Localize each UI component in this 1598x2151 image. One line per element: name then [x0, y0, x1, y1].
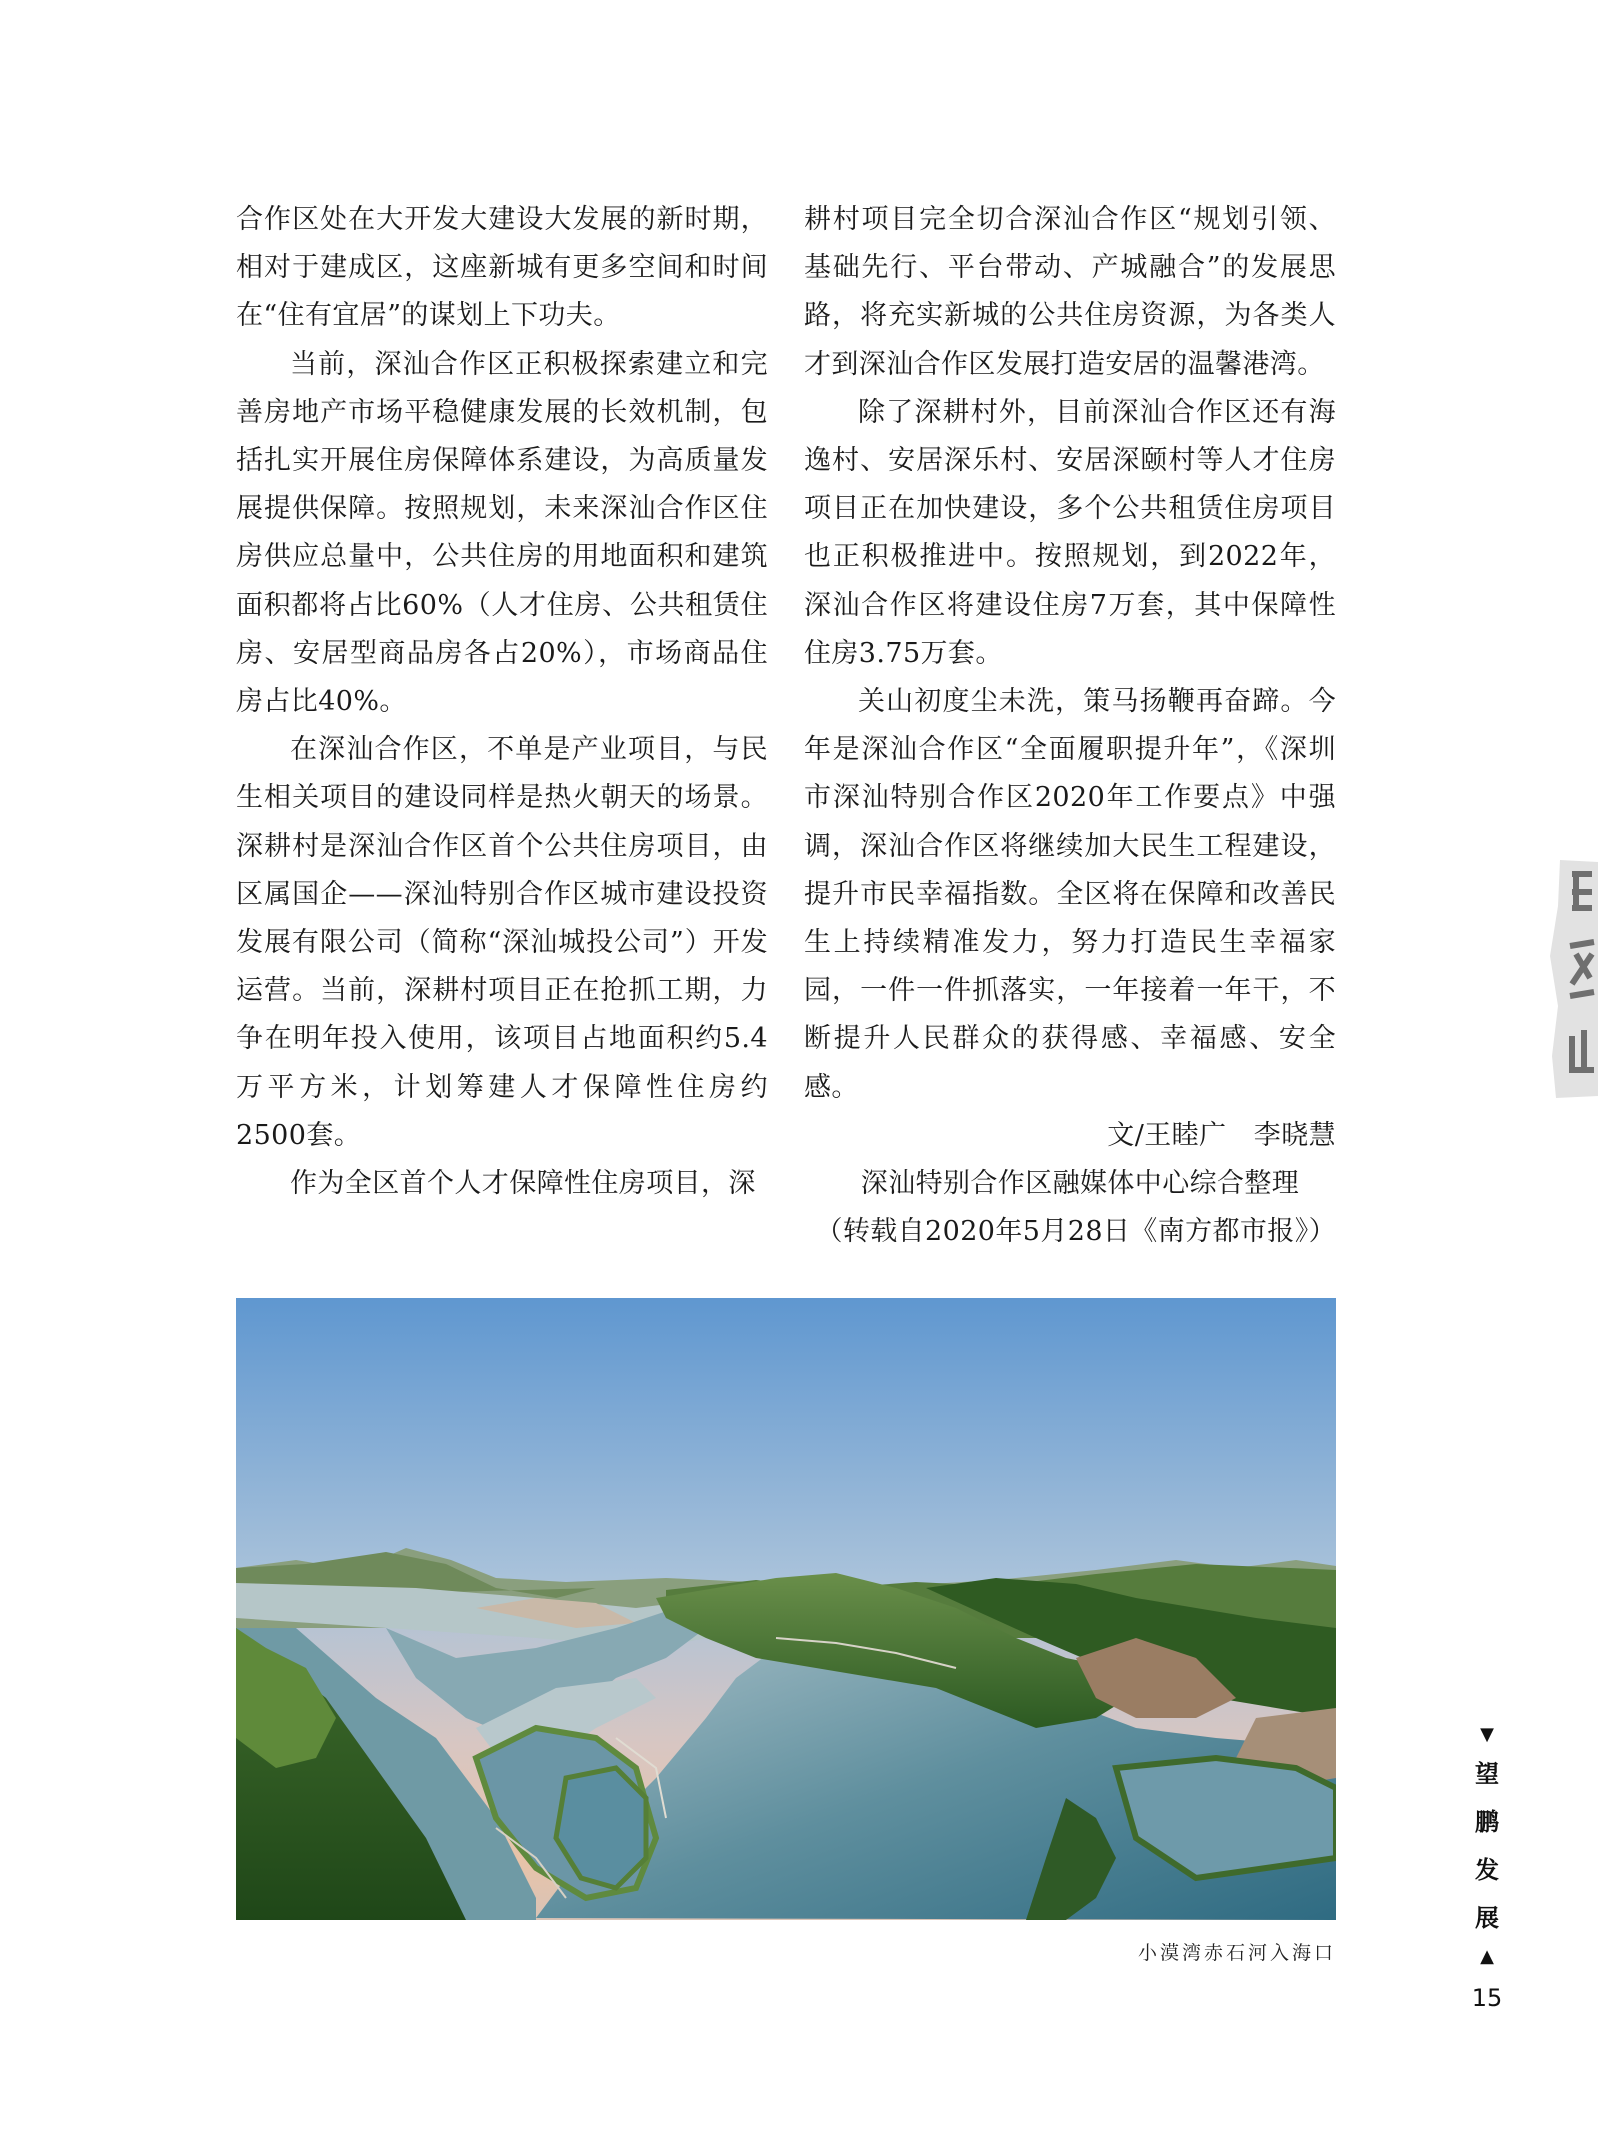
- article-left-column: [236, 196, 768, 1208]
- section-title-char: 发: [1475, 1856, 1499, 1884]
- article-right-column: [804, 196, 1336, 1256]
- page-number: 15: [1471, 1984, 1503, 2012]
- seal-logo-icon: [1536, 856, 1598, 1102]
- estuary-aerial-photo: [236, 1298, 1336, 1920]
- section-title-vertical: [1470, 1720, 1504, 1972]
- paragraph: 在深汕合作区，不单是产业项目，与民生相关项目的建设同样是热火朝天的场景。深耕村是深汕合作区首个公共住房项目，由区属国企——深汕特别合作区城市建设投资发展有限公司（简称“深汕城投公司”）开发运营。当前，深耕村项目正在抢抓工期，力争在明年投入使用，该项目占地面积约5.4万平方米，计划筹建人才保障性住房约2500套。: [236, 734, 768, 1151]
- paragraph: 耕村项目完全切合深汕合作区“规划引领、基础先行、平台带动、产城融合”的发展思路，将充实新城的公共住房资源，为各类人才到深汕合作区发展打造安居的温馨港湾。: [804, 204, 1336, 380]
- source-note: （转载自2020年5月28日《南方都市报》）: [815, 1216, 1336, 1248]
- paragraph: 关山初度尘未洗，策马扬鞭再奋蹄。今年是深汕合作区“全面履职提升年”，《深圳市深汕特别合作区2020年工作要点》中强调，深汕合作区将继续加大民生工程建设，提升市民幸福指数。全区将在保障和改善民生上持续精准发力，努力打造民生幸福家园，一件一件抓落实，一年接着一年干，不断提升人民群众的获得感、幸福感、安全感。: [804, 686, 1336, 1103]
- triangle-up-icon: ▲: [1480, 1946, 1494, 1967]
- paragraph: 除了深耕村外，目前深汕合作区还有海逸村、安居深乐村、安居深颐村等人才住房项目正在加快建设，多个公共租赁住房项目也正积极推进中。按照规划，到2022年，深汕合作区将建设住房7万套，其中保障性住房3.75万套。: [804, 396, 1336, 669]
- author-byline: 文/王睦广 李晓慧: [1107, 1119, 1336, 1151]
- section-title-char: 望: [1475, 1760, 1499, 1788]
- paragraph: 合作区处在大开发大建设大发展的新时期，相对于建成区，这座新城有更多空间和时间在“住有宜居”的谋划上下功夫。: [236, 204, 768, 332]
- photo-caption: 小漠湾赤石河入海口: [1137, 1942, 1336, 1964]
- paragraph: 作为全区首个人才保障性住房项目，深: [290, 1168, 756, 1200]
- paragraph: 当前，深汕合作区正积极探索建立和完善房地产市场平稳健康发展的长效机制，包括扎实开展住房保障体系建设，为高质量发展提供保障。按照规划，未来深汕合作区住房供应总量中，公共住房的用地面积和建筑面积都将占比60%（人才住房、公共租赁住房、安居型商品房各占20%），市场商品住房占比40%。: [236, 348, 768, 718]
- section-title-char: 展: [1475, 1904, 1499, 1932]
- editor-credit: 深汕特别合作区融媒体中心综合整理: [860, 1168, 1300, 1200]
- triangle-down-icon: ▼: [1480, 1724, 1494, 1745]
- section-title-char: 鹏: [1475, 1808, 1499, 1836]
